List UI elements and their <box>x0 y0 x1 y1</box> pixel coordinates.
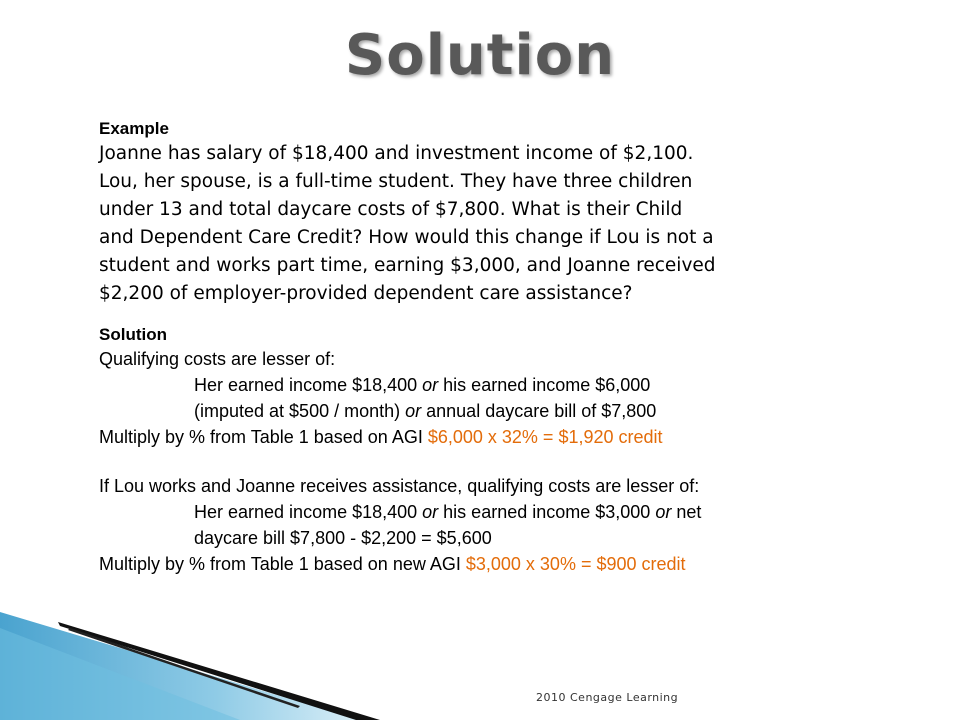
solution-part-2 <box>99 473 899 577</box>
or-word: or <box>422 375 439 395</box>
copyright-footer: 2010 Cengage Learning <box>536 691 679 704</box>
problem-line: under 13 and total daycare costs of $7,800. What is their Child <box>99 199 683 220</box>
comparison-text: (imputed at $500 / month) <box>194 401 406 421</box>
multiply-line <box>99 424 899 450</box>
comparison-line <box>99 398 899 424</box>
comparison-text: annual daycare bill of $7,800 <box>421 401 657 421</box>
slide-content <box>99 118 899 577</box>
multiply-text: Multiply by % from Table 1 based on AGI <box>99 427 428 447</box>
credit-result: $3,000 x 30% = $900 credit <box>465 554 686 574</box>
problem-line: and Dependent Care Credit? How would this change if Lou is not a <box>99 227 714 248</box>
example-heading: Example <box>99 119 169 138</box>
problem-statement <box>99 140 899 308</box>
multiply-line <box>99 551 899 577</box>
solution-part-1 <box>99 346 899 450</box>
comparison-line: daycare bill $7,800 - $2,200 = $5,600 <box>194 528 492 548</box>
solution-heading: Solution <box>99 325 167 344</box>
comparison-text: Her earned income $18,400 <box>194 502 423 522</box>
slide-title: Solution <box>344 23 616 88</box>
problem-line: Lou, her spouse, is a full-time student. They have three children <box>99 171 693 192</box>
problem-line: $2,200 of employer-provided dependent care assistance? <box>99 283 633 304</box>
comparison-line <box>99 499 899 525</box>
qualifying-intro: If Lou works and Joanne receives assistance, qualifying costs are lesser of: <box>99 476 700 496</box>
problem-line: student and works part time, earning $3,000, and Joanne received <box>99 255 716 276</box>
or-word: or <box>655 502 672 522</box>
comparison-text: his earned income $3,000 <box>438 502 656 522</box>
comparison-text: his earned income $6,000 <box>438 375 651 395</box>
comparison-text: net <box>671 502 702 522</box>
multiply-text: Multiply by % from Table 1 based on new AGI <box>99 554 466 574</box>
problem-line: Joanne has salary of $18,400 and investment income of $2,100. <box>99 143 694 164</box>
comparison-text: Her earned income $18,400 <box>194 375 423 395</box>
or-word: or <box>422 502 439 522</box>
qualifying-intro: Qualifying costs are lesser of: <box>99 349 336 369</box>
or-word: or <box>405 401 422 421</box>
credit-result: $6,000 x 32% = $1,920 credit <box>427 427 663 447</box>
comparison-line <box>99 372 899 398</box>
